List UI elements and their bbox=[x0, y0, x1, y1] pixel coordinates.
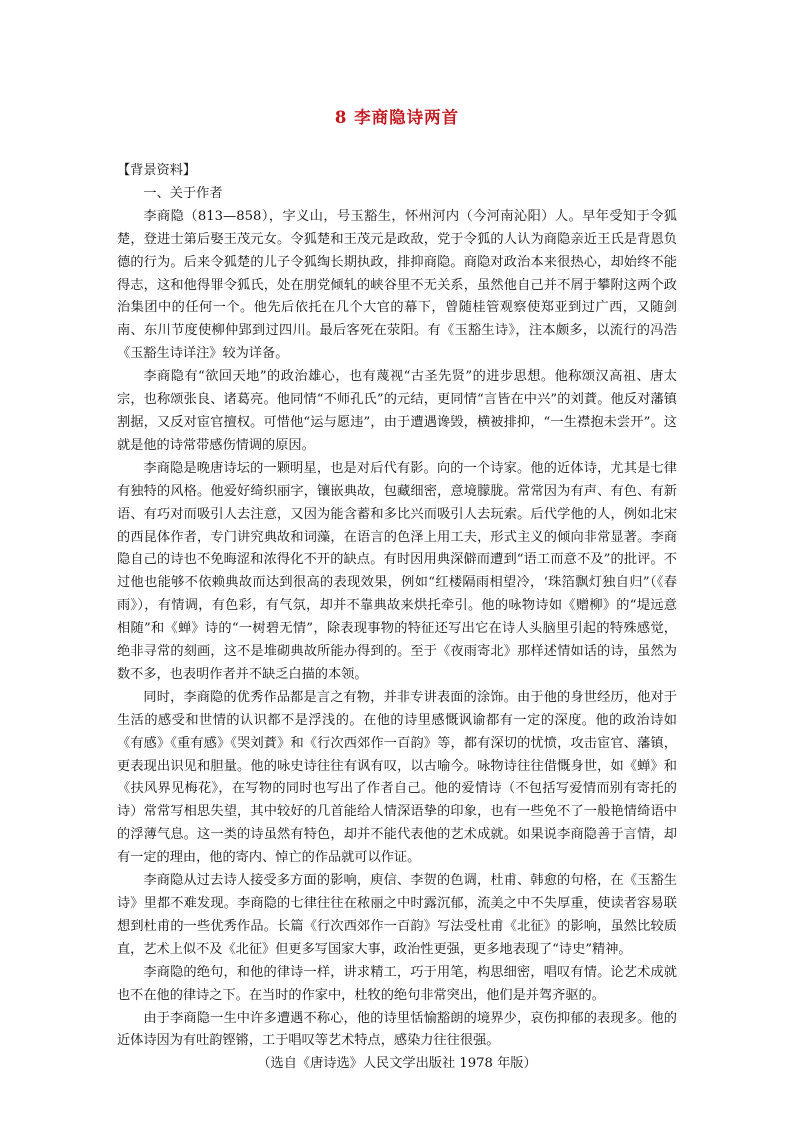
paragraph-5: 李商隐从过去诗人接受多方面的影响，庾信、李贺的色调，杜甫、韩愈的句格，在《玉豁生诗》里都不难发现。李商隐的七律往往在秾丽之中时露沉郁，流美之中不失厚重，使读者容易联想到杜甫的一些优秀作品。长篇《行次西郊作一百韵》写法受杜甫《北征》的影响，虽然比较质直，艺术上似不及《北征》但更多写国家大事，政治性更强，更多地表现了“诗史”精神。 bbox=[117, 873, 677, 957]
paragraph-2: 李商隐有“欲回天地”的政治雄心，也有蔑视“古圣先贤”的进步思想。他称颂汉高祖、唐太宗，也称颂张良、诸葛亮。他同情“不师孔氏”的元结，更同情“言皆在中兴”的刘蕡。他反对藩镇割据，又反对宦官擅权。可惜他“运与愿违”，由于遭遇谗毁，横被排抑，“一生襟抱未尝开”。这就是他的诗常带感伤情调的原因。 bbox=[117, 369, 677, 453]
paragraph-3: 李商隐是晚唐诗坛的一颗明星，也是对后代有影。向的一个诗家。他的近体诗，尤其是七律有独特的风格。他爱好绮织丽字，镶嵌典故，包藏细密，意境朦胧。常常因为有声、有色、有新语、有巧对而吸引人去注意，又因为能含蓄和多比兴而吸引人去玩索。后代学他的人，例如北宋的西昆体作者，专门讲究典故和词藻，在语言的色泽上用工夫，形式主义的倾向非常显著。李商隐自己的诗也不免晦涩和浓得化不开的缺点。有时因用典深僻而遭到“语工而意不及”的批评。不过他也能够不依赖典故而达到很高的表现效果，例如“红楼隔雨相望冷，‘珠箔飘灯独自归”（《春雨》），有情调，有色彩，有气氛，却并不靠典故来烘托牵引。他的咏物诗如《赠柳》的“堤远意相随”和《蝉》诗的“一树碧无情”，除表现事物的特征还写出它在诗人头脑里引起的特殊感觉，绝非寻常的刻画，这不是堆砌典故所能办得到的。至于《夜雨寄北》那样述情如话的诗，虽然为数不多，也表明作者并不缺乏白描的本领。 bbox=[117, 460, 677, 682]
source-citation: （选自《唐诗选》人民文学出版社 1978 年版） bbox=[257, 1056, 537, 1072]
section-heading: 【背景资料】 bbox=[117, 163, 197, 178]
paragraph-6: 李商隐的绝句，和他的律诗一样，讲求精工，巧于用笔，构思细密，唱叹有情。论艺术成就也不在他的律诗之下。在当时的作家中，杜牧的绝句非常突出，他们是并驾齐驱的。 bbox=[117, 964, 677, 1003]
subheading: 一、关于作者 bbox=[143, 185, 223, 201]
paragraph-4: 同时，李商隐的优秀作品都是言之有物，并非专讲表面的涂饰。由于他的身世经历，他对于生活的感受和世情的认识都不是浮浅的。在他的诗里感慨讽谕都有一定的深度。他的政治诗如《有感》《重有感》《哭刘蕡》和《行次西郊作一百韵》等，都有深切的忧愤，攻击宦官、藩镇，更表现出识见和胆量。他的咏史诗往往有讽有叹，以古喻今。咏物诗往往借慨身世，如《蝉》和《扶风界见梅花》，在写物的同时也写出了作者自己。他的爱情诗（不包括写爱情而别有寄托的诗）常常写相思失望，其中较好的几首能给人情深语挚的印象，也有一些免不了一般艳情绮语中的浮薄气息。这一类的诗虽然有特色，却并不能代表他的艺术成就。如果说李商隐善于言情，却有一定的理由，他的寄内、悼亡的作品就可以作证。 bbox=[117, 689, 677, 866]
paragraph-1: 李商隐（813—858），字义山，号玉豁生，怀州河内（今河南沁阳）人。早年受知于令狐楚，登进士第后娶王茂元女。令狐楚和王茂元是政敌，党于令狐的人认为商隐亲近王氏是背恩负德的行为。后来令狐楚的儿子令狐绹长期执政，排抑商隐。商隐对政治本来很热心，却始终不能得志，这和他得罪令狐氏，处在朋党倾轧的峡谷里不无关系，虽然他自己并不屑于攀附这两个政治集团中的任何一个。他先后依托在几个大官的幕下，曾随桂管观察使郑亚到过广西，又随剑南、东川节度使柳仲郢到过四川。最后客死在荥阳。有《玉豁生诗》，注本颇多，以流行的冯浩《玉豁生诗详注》较为详备。 bbox=[117, 208, 677, 362]
paragraph-7: 由于李商隐一生中许多遭遇不称心，他的诗里恬愉豁朗的境界少，哀伤抑郁的表现多。他的近体诗因为有吐韵铿锵，工于唱叹等艺术特点，感染力往往很强。 bbox=[117, 1010, 677, 1049]
document-body bbox=[117, 160, 677, 1076]
page-title: 8 李商隐诗两首 bbox=[334, 108, 460, 127]
